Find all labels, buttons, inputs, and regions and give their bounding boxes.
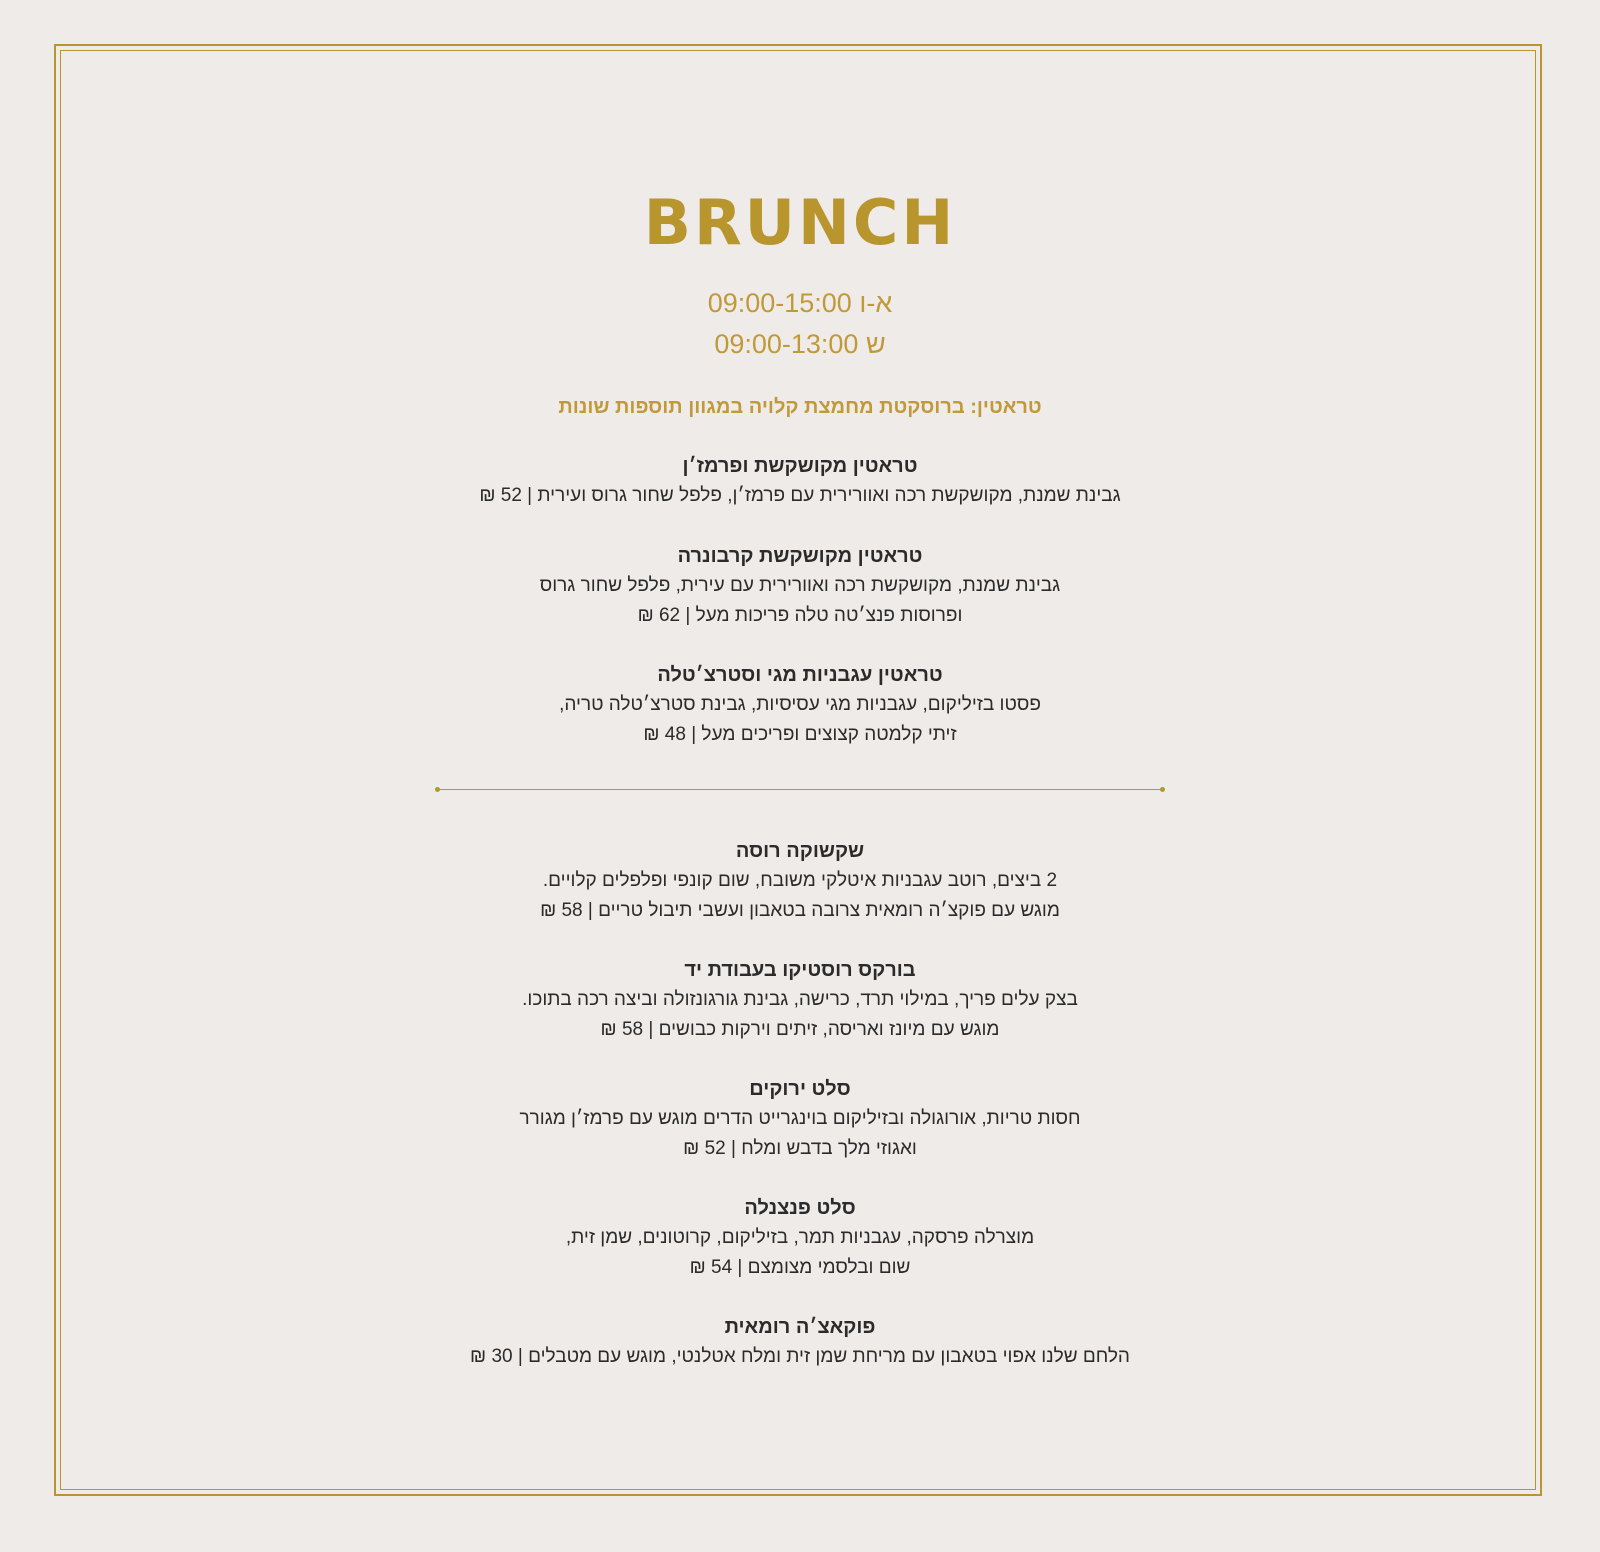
item-description: שום ובלסמי מצומצם | 54 ₪: [689, 1257, 911, 1278]
menu-item: [400, 1074, 1200, 1164]
item-name: סלט פנצנלה: [744, 1197, 856, 1219]
item-description: מוגש עם פוקצ׳ה רומאית צרובה בטאבון ועשבי תיבול טריים | 58 ₪: [540, 900, 1060, 921]
section-subtitle: טראטין: ברוסקטת מחמצת קלויה במגוון תוספות שונות: [558, 396, 1042, 418]
divider-dot: [435, 787, 440, 792]
hours-weekdays: א-ו 09:00-15:00: [707, 288, 893, 318]
menu-item: [400, 955, 1200, 1045]
page-title: BRUNCH: [643, 186, 957, 259]
item-description: 2 ביצים, רוטב עגבניות איטלקי משובח, שום קונפי ופלפלים קלויים.: [542, 870, 1058, 891]
item-description: חסות טריות, אורוגולה ובזיליקום בוינגרייט הדרים מוגש עם פרמז׳ן מגורר: [519, 1108, 1081, 1129]
item-name: טראטין עגבניות מגי וסטרצ׳טלה: [657, 664, 943, 686]
menu-item: [400, 836, 1200, 926]
item-description: ופרוסות פנצ׳טה טלה פריכות מעל | 62 ₪: [637, 605, 963, 626]
item-name: שקשוקה רוסה: [735, 840, 865, 862]
item-description: מוצרלה פרסקה, עגבניות תמר, בזיליקום, קרוטונים, שמן זית,: [565, 1227, 1035, 1248]
item-description: הלחם שלנו אפוי בטאבון עם מריחת שמן זית ומלח אטלנטי, מוגש עם מטבלים | 30 ₪: [470, 1346, 1130, 1367]
item-description: גבינת שמנת, מקושקשת רכה ואוורירית עם פרמז׳ן, פלפל שחור גרוס ועירית | 52 ₪: [479, 485, 1121, 506]
section-divider: [438, 789, 1162, 790]
divider-dot: [1160, 787, 1165, 792]
item-description: ואגוזי מלך בדבש ומלח | 52 ₪: [683, 1138, 917, 1159]
item-description: בצק עלים פריך, במילוי תרד, כרישה, גבינת גורגונזולה וביצה רכה בתוכו.: [522, 989, 1078, 1010]
item-description: זיתי קלמטה קצוצים ופריכים מעל | 48 ₪: [643, 724, 957, 745]
hours-saturday: ש 09:00-13:00: [714, 329, 886, 359]
menu-item: [400, 1193, 1200, 1283]
item-name: טראטין מקושקשת ופרמז׳ן: [682, 455, 918, 477]
item-name: טראטין מקושקשת קרבונרה: [677, 545, 923, 567]
menu-item: [400, 541, 1200, 631]
menu-item: [400, 451, 1200, 511]
item-name: פוקאצ׳ה רומאית: [724, 1316, 876, 1338]
item-description: גבינת שמנת, מקושקשת רכה ואוורירית עם עירית, פלפל שחור גרוס: [539, 575, 1061, 596]
item-description: מוגש עם מיונז ואריסה, זיתים וירקות כבושים | 58 ₪: [600, 1019, 1000, 1040]
item-description: פסטו בזיליקום, עגבניות מגי עסיסיות, גבינת סטרצ׳טלה טריה,: [559, 694, 1041, 715]
item-name: בורקס רוסטיקו בעבודת יד: [684, 959, 916, 981]
item-name: סלט ירוקים: [749, 1078, 851, 1100]
menu-item: [400, 660, 1200, 750]
menu-item: [400, 1312, 1200, 1372]
